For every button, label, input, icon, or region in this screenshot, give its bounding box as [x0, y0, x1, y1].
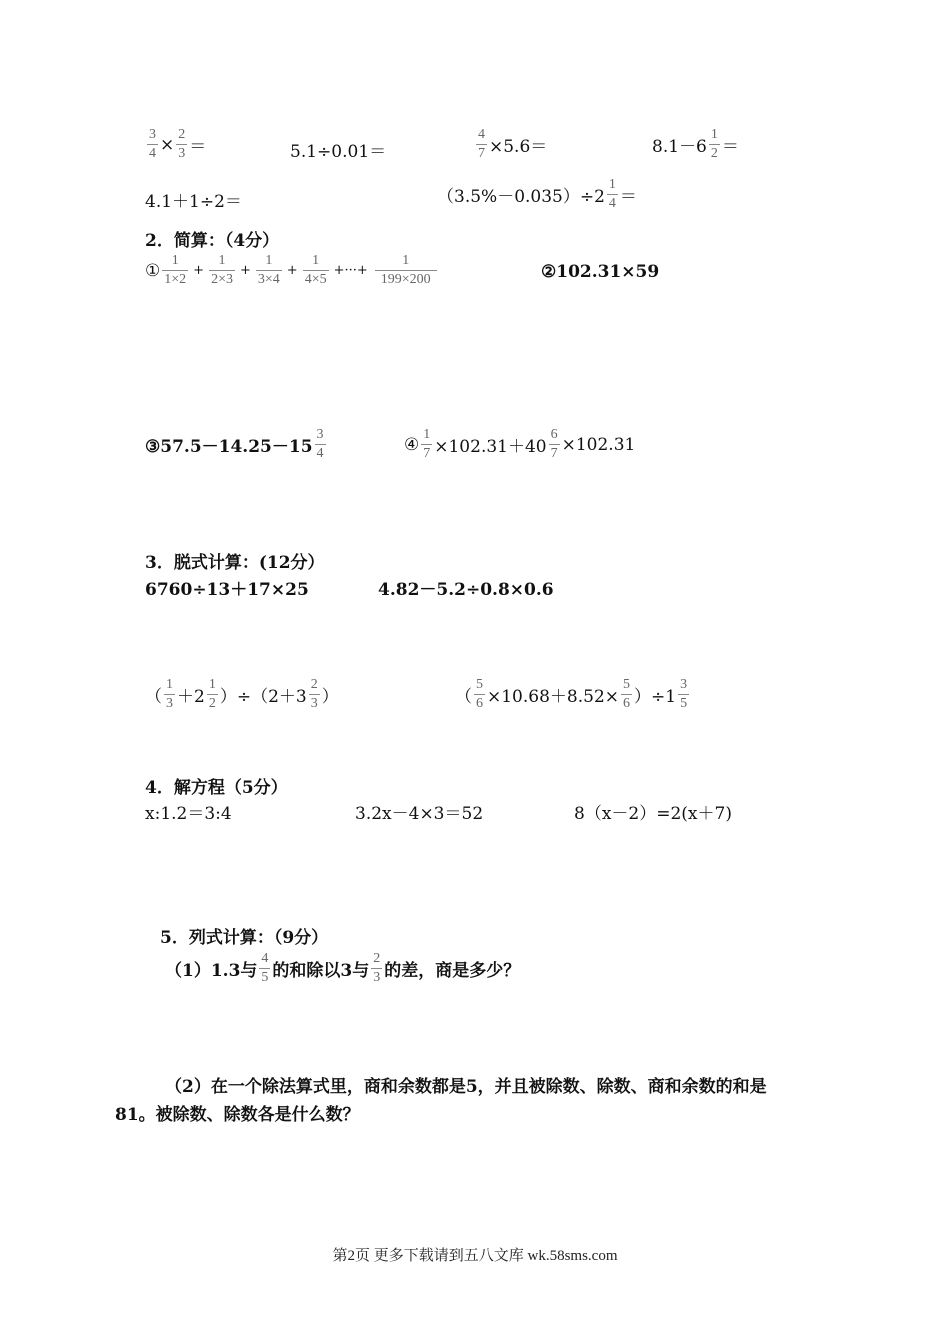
- word-problem-1: （1）1.3与 $\frac{4}{5}$ 的和除以3与 $\frac{2}{3}$ 的差，商是多少？: [165, 951, 521, 985]
- calc-q1: 6760÷13＋17×25: [145, 580, 309, 600]
- equation-2: 3.2x－4×3＝52: [355, 804, 484, 824]
- calc-q4: （ $\frac{5}{6}$ ×10.68＋8.52× $\frac{5}{6}$ ）÷1 $\frac{3}{5}$: [455, 677, 688, 711]
- fraction: $\frac{2}{3}$: [373, 951, 381, 985]
- fraction: $\frac{3}{5}$: [680, 677, 688, 711]
- section-5-heading: 5．列式计算：（9分）: [160, 928, 329, 948]
- fraction: $\frac{1}{3\times 4}$: [257, 253, 280, 287]
- equation-3: 8（x－2）=2(x＋7): [574, 804, 732, 824]
- fraction: $\frac{1}{3}$: [166, 677, 173, 711]
- calc-q2: 4.82－5.2÷0.8×0.6: [378, 580, 554, 600]
- fraction: $\frac{2}{3}$: [178, 127, 186, 161]
- fraction: $\frac{1}{7}$: [423, 427, 431, 461]
- simplify-q4: ④ $\frac{1}{7}$ ×102.31＋40 $\frac{6}{7}$ ×102.31: [404, 427, 636, 461]
- problem-1-6: （3.5%－0.035）÷2 $\frac{1}{4}$ ＝: [437, 177, 637, 211]
- fraction: $\frac{6}{7}$: [550, 427, 558, 461]
- fraction: $\frac{4}{7}$: [478, 127, 485, 161]
- fraction: $\frac{1}{4\times 5}$: [304, 253, 327, 287]
- fraction: $\frac{1}{2}$: [208, 677, 216, 711]
- section-4-heading: 4．解方程（5分）: [145, 778, 288, 798]
- problem-1-5: 4.1＋1÷2＝: [145, 192, 242, 212]
- page-footer: 第2页 更多下载请到五八文库 wk.58sms.com: [332, 1248, 618, 1264]
- fraction: $\frac{3}{4}$: [316, 427, 324, 461]
- section-3-heading: 3．脱式计算：(12分）: [145, 553, 325, 573]
- word-problem-2-line1: （2）在一个除法算式里，商和余数都是5，并且被除数、除数、商和余数的和是: [165, 1077, 767, 1097]
- fraction: $\frac{1}{2\times 3}$: [211, 253, 233, 287]
- fraction: $\frac{1}{2}$: [710, 127, 718, 161]
- simplify-q1: ① $\frac{1}{1\times 2}$ + $\frac{1}{2\times 3}$ + $\frac{1}{3\times 4}$ + $\frac{1}{4\times 5}$ +···+ $\frac{1}{199\times 200}$: [145, 254, 439, 287]
- fraction: $\frac{2}{3}$: [310, 677, 318, 711]
- problem-1-2: 5.1÷0.01＝: [290, 142, 387, 162]
- simplify-q2: ②102.31×59: [541, 262, 660, 282]
- fraction: $\frac{1}{199\times 200}$: [375, 254, 437, 287]
- calc-q3: （ $\frac{1}{3}$ ＋2 $\frac{1}{2}$ ）÷（2＋3 $\frac{2}{3}$ ）: [145, 677, 339, 711]
- fraction: $\frac{1}{4}$: [608, 177, 616, 211]
- word-problem-2-line2: 81。被除数、除数各是什么数？: [115, 1105, 360, 1125]
- fraction: $\frac{5}{6}$: [623, 677, 631, 711]
- problem-1-4: 8.1－6 $\frac{1}{2}$ ＝: [652, 127, 739, 161]
- fraction: $\frac{3}{4}$: [149, 127, 156, 161]
- simplify-q3: ③57.5－14.25－15 $\frac{3}{4}$: [145, 427, 324, 461]
- equation-1: x:1.2＝3:4: [145, 804, 232, 824]
- problem-1-3: $\frac{4}{7}$ ×5.6＝: [478, 127, 548, 161]
- fraction: $\frac{1}{1\times 2}$: [164, 253, 187, 287]
- problem-1-1: $\frac{3}{4}$ × $\frac{2}{3}$ ＝: [149, 127, 207, 161]
- fraction: $\frac{5}{6}$: [476, 677, 483, 711]
- section-2-heading: 2．简算：（4分）: [145, 231, 280, 251]
- fraction: $\frac{4}{5}$: [261, 951, 269, 985]
